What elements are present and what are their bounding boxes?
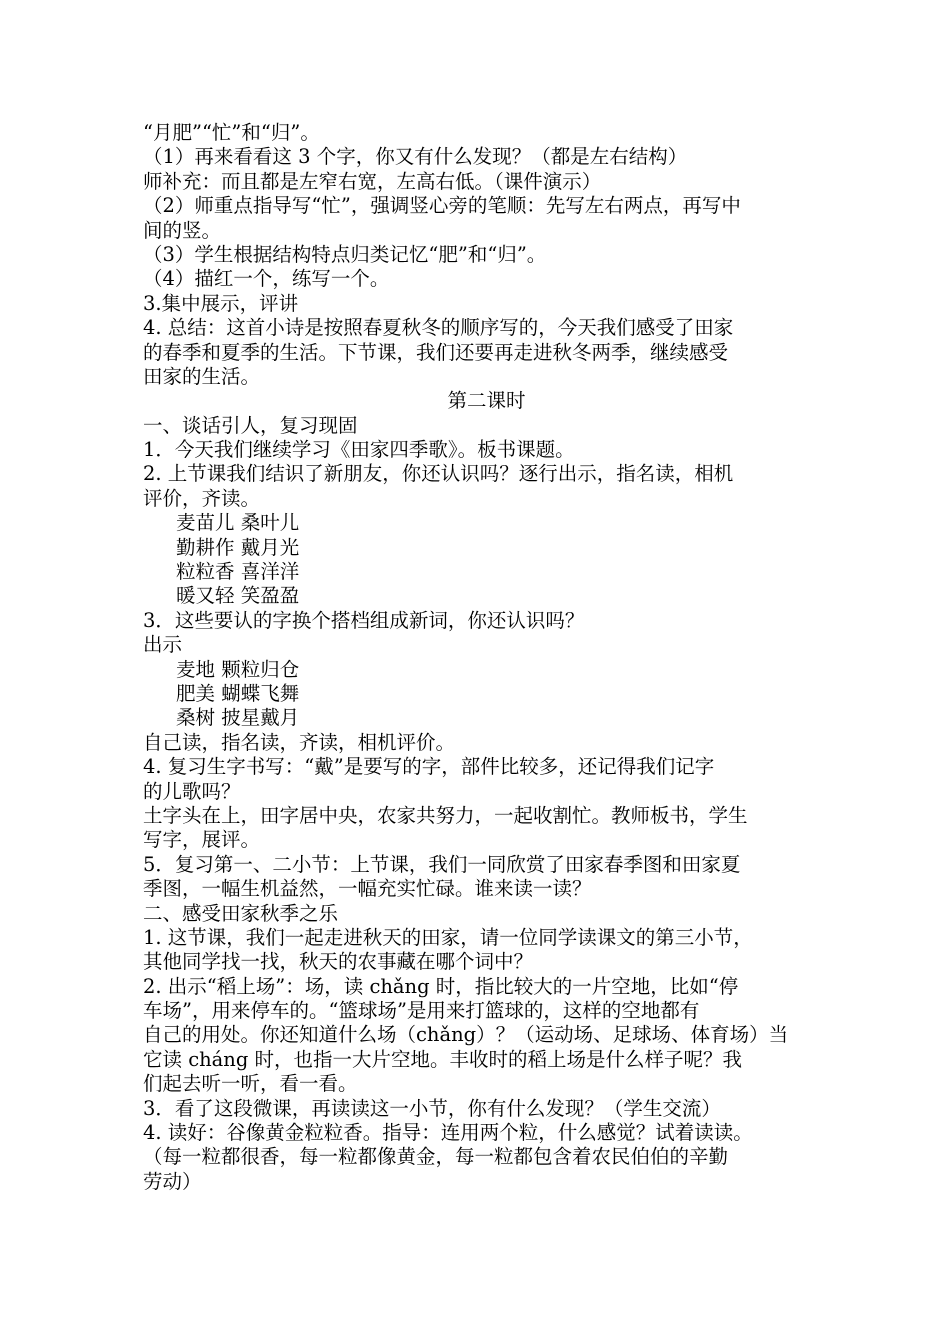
text-line: 桑树 披星戴月 — [176, 706, 300, 730]
text-line: 的春季和夏季的生活。下节课，我们还要再走进秋冬两季，继续感受 — [143, 340, 729, 364]
text-line: 粒粒香 喜洋洋 — [176, 560, 300, 584]
text-line: 评价，齐读。 — [143, 486, 261, 510]
text-line: 麦地 颗粒归仓 — [176, 657, 300, 681]
text-line: 3.集中展示，评讲 — [143, 291, 299, 315]
text-line: 间的竖。 — [143, 218, 222, 242]
text-line: 4. 总结：这首小诗是按照春夏秋冬的顺序写的，今天我们感受了田家 — [143, 316, 734, 340]
text-line: 2. 出示“稻上场”：场，读 chǎng 时，指比较大的一片空地，比如“停 — [143, 974, 739, 998]
text-line: 出示 — [143, 633, 183, 657]
text-line: 麦苗儿 桑叶儿 — [176, 511, 300, 535]
text-line: 4. 读好：谷像黄金粒粒香。指导：连用两个粒，什么感觉？试着读读。 — [143, 1121, 753, 1145]
text-line: 土字头在上，田字居中央，农家共努力，一起收割忙。教师板书，学生 — [143, 803, 748, 827]
text-line: “月肥”“忙”和“归”。 — [143, 121, 320, 144]
text-line: 写字，展评。 — [143, 828, 261, 852]
text-line: （3）学生根据结构特点归类记忆“肥”和“归”。 — [143, 242, 547, 266]
text-line: 的儿歌吗？ — [143, 779, 241, 803]
text-line: 肥美 蝴蝶飞舞 — [176, 681, 300, 705]
text-line: 3．看了这段微课，再读读这一小节，你有什么发现？（学生交流） — [143, 1096, 721, 1120]
text-line: 其他同学找一找，秋天的农事藏在哪个词中？ — [143, 950, 534, 974]
text-line: 3．这些要认的字换个搭档组成新词，你还认识吗？ — [143, 608, 585, 632]
text-line: 1．今天我们继续学习《田家四季歌》。板书课题。 — [143, 438, 575, 462]
text-line: 自己的用处。你还知道什么场（chǎng）？（运动场、足球场、体育场）当 — [143, 1023, 789, 1047]
text-line: 暖又轻 笑盈盈 — [176, 584, 300, 608]
text-line: 5．复习第一、二小节：上节课，我们一同欣赏了田家春季图和田家夏 — [143, 852, 741, 876]
text-line: 们起去听一听，看一看。 — [143, 1072, 358, 1096]
text-line: 自己读，指名读，齐读，相机评价。 — [143, 730, 456, 754]
text-line: 勤耕作 戴月光 — [176, 535, 300, 559]
text-line: 季图，一幅生机益然，一幅充实忙碌。谁来读一读？ — [143, 877, 592, 901]
text-line: 车场”，用来停车的。“篮球场”是用来打篮球的，这样的空地都有 — [143, 999, 700, 1023]
text-line: （1）再来看看这 3 个字，你又有什么发现？（都是左右结构） — [143, 145, 688, 169]
text-line: 2. 上节课我们结识了新朋友，你还认识吗？逐行出示，指名读，相机 — [143, 462, 734, 486]
text-line: 一、谈话引人，复习现固 — [143, 413, 358, 437]
text-line: 4. 复习生字书写：“戴”是要写的字，部件比较多，还记得我们记字 — [143, 755, 715, 779]
text-line: 它读 cháng 时，也指一大片空地。丰收时的稻上场是什么样子呢？我 — [143, 1047, 743, 1071]
text-line: 二、感受田家秋季之乐 — [143, 901, 339, 925]
text-line: （2）师重点指导写“忙”，强调竖心旁的笔顺：先写左右两点，再写中 — [143, 194, 741, 218]
text-line: （每一粒都很香，每一粒都像黄金，每一粒都包含着农民伯伯的辛勤 — [143, 1145, 729, 1169]
text-line: 1. 这节课，我们一起走进秋天的田家，请一位同学读课文的第三小节， — [143, 925, 753, 949]
section-heading: 第二课时 — [447, 389, 526, 413]
text-line: （4）描红一个，练写一个。 — [143, 267, 390, 291]
text-line: 劳动） — [143, 1169, 202, 1193]
text-line: 田家的生活。 — [143, 364, 261, 388]
text-line: 师补充：而且都是左窄右宽，左高右低。（课件演示） — [143, 169, 602, 193]
